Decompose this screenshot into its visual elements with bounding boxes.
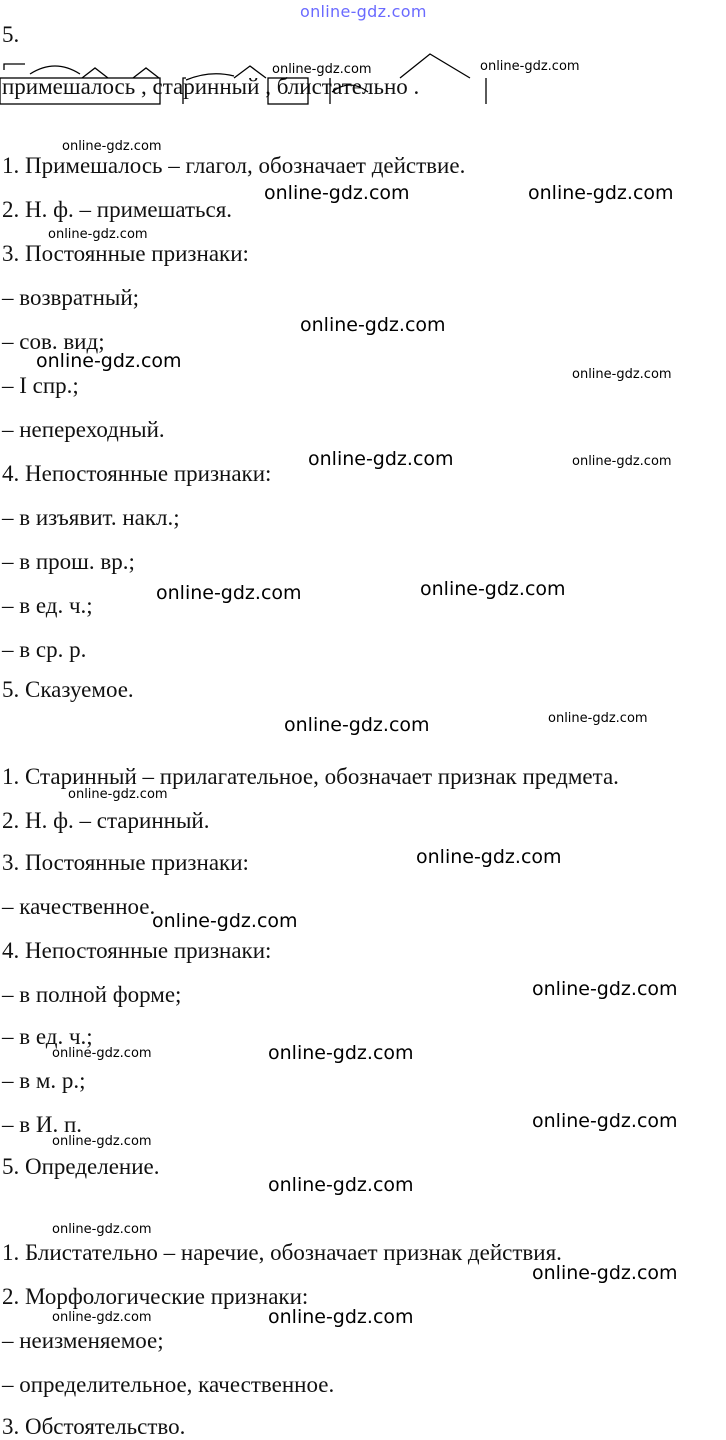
watermark: online-gdz.com [48, 227, 148, 242]
s2-line-9: – в И. п. [2, 1112, 83, 1137]
s2-line-7: – в ед. ч.; [2, 1024, 93, 1049]
s2-line-5: 4. Непостоянные признаки: [2, 938, 272, 963]
watermark: online-gdz.com [308, 448, 454, 470]
watermark: online-gdz.com [268, 1174, 414, 1196]
s1-line-8: 4. Непостоянные признаки: [2, 461, 272, 486]
watermark: online-gdz.com [572, 367, 672, 382]
watermark: online-gdz.com [62, 139, 162, 154]
watermark: online-gdz.com [52, 1310, 152, 1325]
s3-line-4: – определительное, качественное. [2, 1372, 335, 1397]
watermark: online-gdz.com [420, 578, 566, 600]
s3-line-2: 2. Морфологические признаки: [2, 1284, 309, 1309]
watermark: online-gdz.com [416, 846, 562, 868]
morph-sep-1: , [135, 74, 153, 99]
s2-line-10: 5. Определение. [2, 1154, 160, 1179]
morph-word-2: старинный [152, 74, 260, 99]
watermark: online-gdz.com [300, 314, 446, 336]
task-number: 5. [2, 22, 20, 47]
s1-line-7: – непереходный. [2, 417, 165, 442]
s1-line-2: 2. Н. ф. – примешаться. [2, 197, 233, 222]
watermark: online-gdz.com [52, 1046, 152, 1061]
watermark: online-gdz.com [284, 714, 430, 736]
s2-line-6: – в полной форме; [2, 982, 182, 1007]
s2-line-2: 2. Н. ф. – старинный. [2, 808, 210, 833]
s1-line-6: – I спр.; [2, 373, 79, 398]
watermark: online-gdz.com [548, 711, 648, 726]
morph-sep-2: , [259, 74, 277, 99]
s3-line-5: 3. Обстоятельство. [2, 1414, 186, 1439]
s2-line-8: – в м. р.; [2, 1068, 86, 1093]
prefix-mark-1 [4, 64, 25, 70]
morph-analysis-line [2, 74, 419, 100]
watermark: online-gdz.com [264, 182, 410, 204]
s3-line-1: 1. Блистательно – наречие, обозначает признак действия. [2, 1240, 562, 1265]
s1-line-12: – в ср. р. [2, 637, 87, 662]
watermark: online-gdz.com [52, 1134, 152, 1149]
watermark: online-gdz.com [268, 1306, 414, 1328]
watermark: online-gdz.com [572, 454, 672, 469]
morph-word-1: примешалось [2, 74, 136, 99]
root-arc-1 [30, 66, 80, 74]
s1-line-5: – сов. вид; [2, 329, 105, 354]
s3-line-3: – неизменяемое; [2, 1328, 164, 1353]
s1-line-11: – в ед. ч.; [2, 593, 93, 618]
watermark: online-gdz.com [68, 787, 168, 802]
watermark: online-gdz.com [156, 582, 302, 604]
morph-word-3: блистательно [276, 74, 408, 99]
watermark: online-gdz.com [532, 978, 678, 1000]
morph-end: . [407, 74, 420, 99]
watermark: online-gdz.com [52, 1222, 152, 1237]
s1-line-13: 5. Сказуемое. [2, 677, 134, 702]
watermark: online-gdz.com [272, 62, 372, 77]
s1-line-4: – возвратный; [2, 285, 140, 310]
s2-line-1: 1. Старинный – прилагательное, обозначает признак предмета. [2, 764, 619, 789]
s2-line-3: 3. Постоянные признаки: [2, 850, 249, 875]
watermark: online-gdz.com [480, 59, 580, 74]
watermark: online-gdz.com [268, 1042, 414, 1064]
s1-line-10: – в прош. вр.; [2, 549, 135, 574]
s1-line-1: 1. Примешалось – глагол, обозначает действие. [2, 153, 466, 178]
top-watermark: online-gdz.com [300, 2, 427, 21]
s1-line-3: 3. Постоянные признаки: [2, 241, 249, 266]
watermark: online-gdz.com [532, 1110, 678, 1132]
watermark: online-gdz.com [36, 350, 182, 372]
s1-line-9: – в изъявит. накл.; [2, 505, 180, 530]
watermark: online-gdz.com [528, 182, 674, 204]
s2-line-4: – качественное. [2, 894, 156, 919]
watermark: online-gdz.com [532, 1262, 678, 1284]
watermark: online-gdz.com [152, 910, 298, 932]
